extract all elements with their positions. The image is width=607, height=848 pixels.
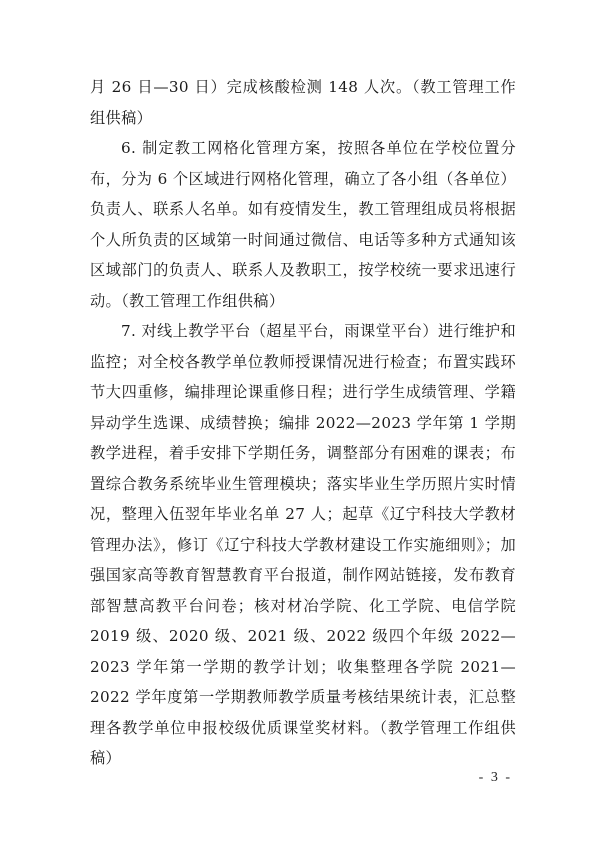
paragraph-item-6: 6. 制定教工网格化管理方案，按照各单位在学校位置分布，分为 6 个区域进行网格化管理，确立了各小组（各单位）负责人、联系人名单。如有疫情发生，教工管理组成员将根据个人所负责的区域第一时间通过微信、电话等多种方式通知该区域部门的负责人、联系人及教职工，按学校统一要求迅速行动。（教工管理工作组供稿） [90,139,516,310]
page-number: - 3 - [478,770,512,785]
paragraph-item-7: 7. 对线上教学平台（超星平台，雨课堂平台）进行维护和监控；对全校各教学单位教师授课情况进行检查；布置实践环节大四重修，编排理论课重修日程；进行学生成绩管理、学籍异动学生选课、成绩替换；编排 2022—2023 学年第 1 学期教学进程，着手安排下学期任务，调整部分有困难的课表；布置综合教务系统毕业生管理模块；落实毕业生学历照片实时情况，整理入伍翌年毕业名单 27 人；起草《辽宁科技大学教材管理办法》，修订《辽宁科技大学教材建设工作实施细则》；加强国家高等教育智慧教育平台报道，制作网站链接，发布教育部智慧高教平台问卷；核对材冶学院、化工学院、电信学院 2019 级、2020 级、2021 级、2022 级四个年级 2022—2023 学年第一学期的教学计划；收集整理各学院 2021—2022 学年度第一学期教师教学质量考核结果统计表，汇总整理各教学单位申报校级优质课堂奖材料。（教学管理工作组供稿） [90,322,516,767]
document-body [90,72,516,774]
paragraph-continuation: 月 26 日—30 日）完成核酸检测 148 人次。（教工管理工作组供稿） [90,78,516,127]
